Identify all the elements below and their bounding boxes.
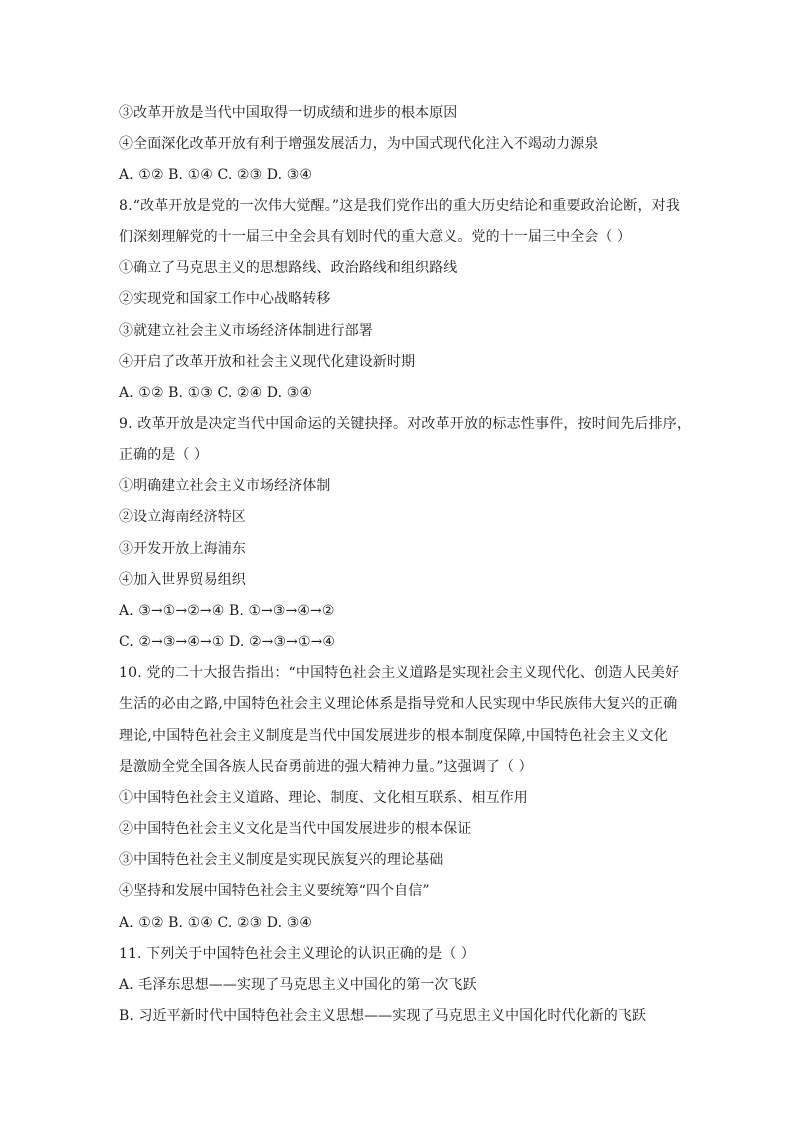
q9-option-1: ①明确建立社会主义市场经济体制 (119, 478, 331, 494)
q9-answer-choices-cd: C. ②→③→④→① D. ②→③→①→④ (119, 634, 336, 650)
q7-option-3: ③改革开放是当代中国取得一切成绩和进步的根本原因 (119, 105, 458, 121)
q10-option-4: ④坚持和发展中国特色社会主义要统筹“四个自信” (119, 883, 430, 899)
q9-option-2: ②设立海南经济特区 (119, 509, 246, 525)
q11-stem: 11. 下列关于中国特色社会主义理论的认识正确的是（ ） (119, 946, 475, 962)
q10-stem-line-2: 生活的必由之路,中国特色社会主义理论体系是指导党和人民实现中华民族伟大复兴的正确 (119, 696, 678, 712)
q8-answer-choices: A. ①② B. ①③ C. ②④ D. ③④ (119, 385, 312, 401)
q7-answer-choices: A. ①② B. ①④ C. ②③ D. ③④ (119, 167, 312, 183)
q10-option-2: ②中国特色社会主义文化是当代中国发展进步的根本保证 (119, 821, 472, 837)
q8-option-3: ③就建立社会主义市场经济体制进行部署 (119, 323, 373, 339)
q8-stem-line-1: 8.“改革开放是党的一次伟大觉醒。”这是我们党作出的重大历史结论和重要政治论断，对我 (119, 198, 681, 214)
q8-option-4: ④开启了改革开放和社会主义现代化建设新时期 (119, 354, 416, 370)
q8-option-2: ②实现党和国家工作中心战略转移 (119, 291, 331, 307)
q10-option-1: ①中国特色社会主义道路、理论、制度、文化相互联系、相互作用 (119, 790, 528, 806)
q7-option-4: ④全面深化改革开放有利于增强发展活力，为中国式现代化注入不竭动力源泉 (119, 136, 599, 152)
q8-option-1: ①确立了马克思主义的思想路线、政治路线和组织路线 (119, 260, 458, 276)
q11-option-a: A. 毛泽东思想——实现了马克思主义中国化的第一次飞跃 (119, 977, 477, 993)
q10-stem-line-4: 是激励全党全国各族人民奋勇前进的强大精神力量。”这强调了（ ） (119, 759, 533, 775)
q10-answer-choices: A. ①② B. ①④ C. ②③ D. ③④ (119, 915, 312, 931)
q8-stem-line-2: 们深刻理解党的十一届三中全会具有划时代的重大意义。党的十一届三中全会（ ） (119, 229, 632, 245)
q9-answer-choices-ab: A. ③→①→②→④ B. ①→③→④→② (119, 603, 335, 619)
q9-stem-line-1: 9. 改革开放是决定当代中国命运的关键抉择。对改革开放的标志性事件，按时间先后排序， (119, 416, 692, 432)
q9-option-3: ③开发开放上海浦东 (119, 541, 246, 557)
q10-stem-line-1: 10. 党的二十大报告指出：“中国特色社会主义道路是实现社会主义现代化、创造人民美好 (119, 665, 680, 681)
q10-stem-line-3: 理论,中国特色社会主义制度是当代中国发展进步的根本制度保障,中国特色社会主义文化 (119, 728, 668, 744)
q9-stem-line-2: 正确的是（ ） (119, 447, 209, 463)
q10-option-3: ③中国特色社会主义制度是实现民族复兴的理论基础 (119, 852, 444, 868)
q9-option-4: ④加入世界贸易组织 (119, 572, 246, 588)
q11-option-b: B. 习近平新时代中国特色社会主义思想——实现了马克思主义中国化时代化新的飞跃 (119, 1008, 647, 1024)
